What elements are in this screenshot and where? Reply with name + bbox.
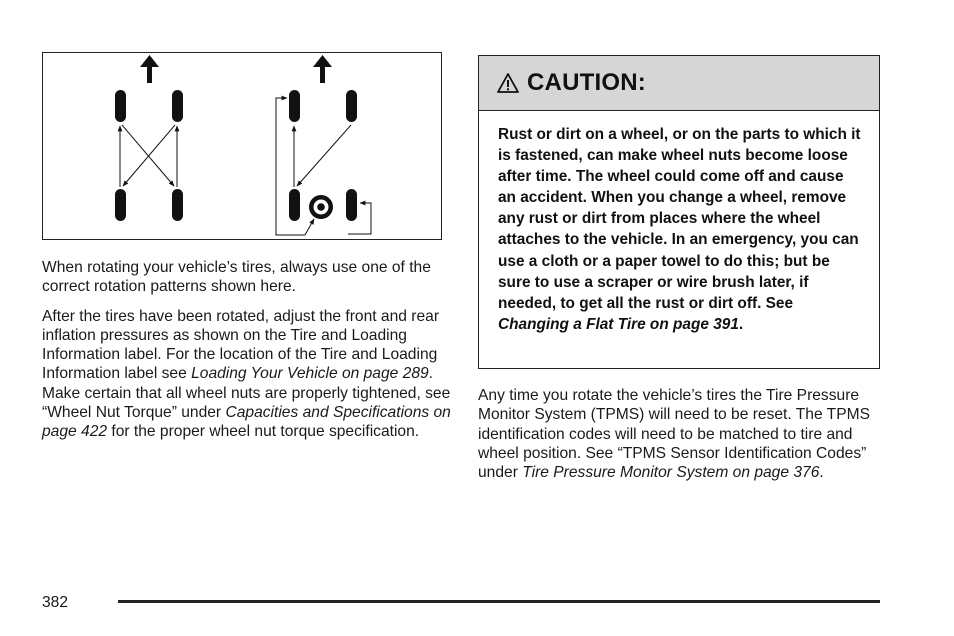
tpms-paragraph: Any time you rotate the vehicle’s tires the Tire Pressure Monitor System (TPMS) will need to be reset. The TPMS identification codes will need to be matched to tire and wheel position. See “TPMS Sensor Identification Codes” under Tire Pressure Monitor System on page 376. xyxy=(478,387,870,482)
loading-vehicle-link[interactable]: Loading Your Vehicle on page 289 xyxy=(191,365,429,383)
caution-header xyxy=(479,56,879,111)
tire-front-left xyxy=(115,90,126,122)
tire-rotation-diagram xyxy=(42,52,442,240)
tire-front-left xyxy=(289,90,300,122)
tire-rear-left xyxy=(115,189,126,221)
caution-text: Rust or dirt on a wheel, or on the parts to which it is fastened, can make wheel nuts become loose after time. The wheel could come off and cause an accident. When you change a wheel, remove any rust or dirt from places where the wheel attaches to the vehicle. In an emergency, you can use a cloth or a paper towel to do this; but be sure to use a scraper or wire brush later, if needed, to get all the rust or dirt off. See Changing a Flat Tire on page 391. xyxy=(498,126,861,333)
page-number: 382 xyxy=(42,594,69,611)
flat-tire-link[interactable]: Changing a Flat Tire on page 391 xyxy=(498,315,739,333)
left-column-text xyxy=(42,258,454,452)
tire-front-right xyxy=(346,90,357,122)
caution-box xyxy=(478,55,880,369)
tire-rear-right xyxy=(172,189,183,221)
inflation-paragraph: After the tires have been rotated, adjust the front and rear inflation pressures as shown on the Tire and Loading Information label. For the location of the Tire and Loading Information label see Loading Your Vehicle on page 289. Make certain that all wheel nuts are properly tightened, see “Wheel Nut Torque” under Capacities and Specifications on page 422 for the proper wheel nut torque specification. xyxy=(42,307,451,441)
tire-front-right xyxy=(172,90,183,122)
rotation-paragraph: When rotating your vehicle’s tires, always use one of the correct rotation patterns shown here. xyxy=(42,259,431,296)
tire-rear-left xyxy=(289,189,300,221)
spare-tire-icon xyxy=(309,195,333,219)
capacities-link[interactable]: Capacities and Specifications on page 422 xyxy=(42,404,451,441)
forward-arrow-icon xyxy=(313,55,332,83)
tpms-link[interactable]: Tire Pressure Monitor System on page 376 xyxy=(522,464,820,482)
tire-rear-right xyxy=(346,189,357,221)
rotation-pattern-with-spare xyxy=(276,55,371,235)
forward-arrow-icon xyxy=(140,55,159,83)
warning-triangle-icon xyxy=(497,72,519,94)
caution-title: CAUTION: xyxy=(527,69,646,96)
rotation-pattern-x xyxy=(115,55,183,221)
right-column-text xyxy=(478,386,878,492)
footer-rule xyxy=(118,600,880,603)
